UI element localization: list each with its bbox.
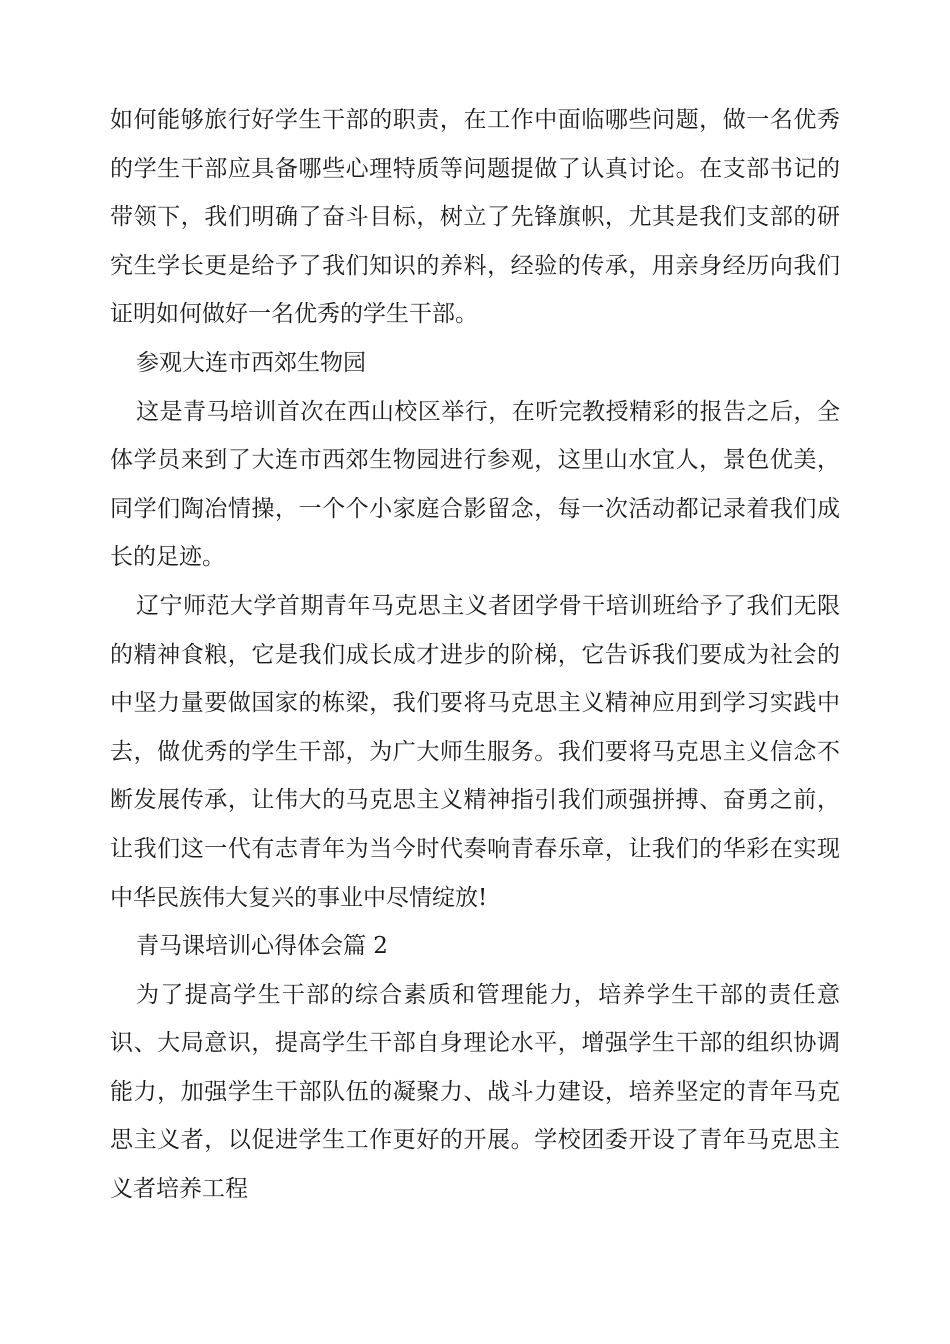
paragraph-training-summary: 辽宁师范大学首期青年马克思主义者团学骨干培训班给予了我们无限的精神食粮，它是我们成长成才进步的阶梯，它告诉我们要成为社会的中坚力量要做国家的栋梁，我们要将马克思主义精神应用到学习实践中去，做优秀的学生干部，为广大师生服务。我们要将马克思主义信念不断发展传承，让伟大的马克思主义精神指引我们顽强拼搏、奋勇之前，让我们这一代有志青年为当今时代奏响青春乐章，让我们的华彩在实现中华民族伟大复兴的事业中尽情绽放!	[110, 592, 840, 911]
paragraph-part-2-intro: 为了提高学生干部的综合素质和管理能力，培养学生干部的责任意识、大局意识，提高学生干部自身理论水平，增强学生干部的组织协调能力，加强学生干部队伍的凝聚力、战斗力建设，培养坚定的青年马克思主义者，以促进学生工作更好的开展。学校团委开设了青年马克思主义者培养工程	[110, 981, 840, 1203]
section-heading-xijiao-bio-park: 参观大连市西郊生物园	[136, 349, 366, 376]
document-body	[110, 96, 840, 1214]
article-title-part-2: 青马课培训心得体会篇 2	[136, 933, 388, 960]
paragraph-visit-description: 这是青马培训首次在西山校区举行，在听完教授精彩的报告之后，全体学员来到了大连市西郊生物园进行参观，这里山水宜人，景色优美，同学们陶冶情操，一个个小家庭合影留念，每一次活动都记录着我们成长的足迹。	[110, 398, 840, 571]
paragraph-continued: 如何能够旅行好学生干部的职责，在工作中面临哪些问题，做一名优秀的学生干部应具备哪些心理特质等问题提做了认真讨论。在支部书记的带领下，我们明确了奋斗目标，树立了先锋旗帜，尤其是我们支部的研究生学长更是给予了我们知识的养料，经验的传承，用亲身经历向我们证明如何做好一名优秀的学生干部。	[110, 107, 840, 328]
